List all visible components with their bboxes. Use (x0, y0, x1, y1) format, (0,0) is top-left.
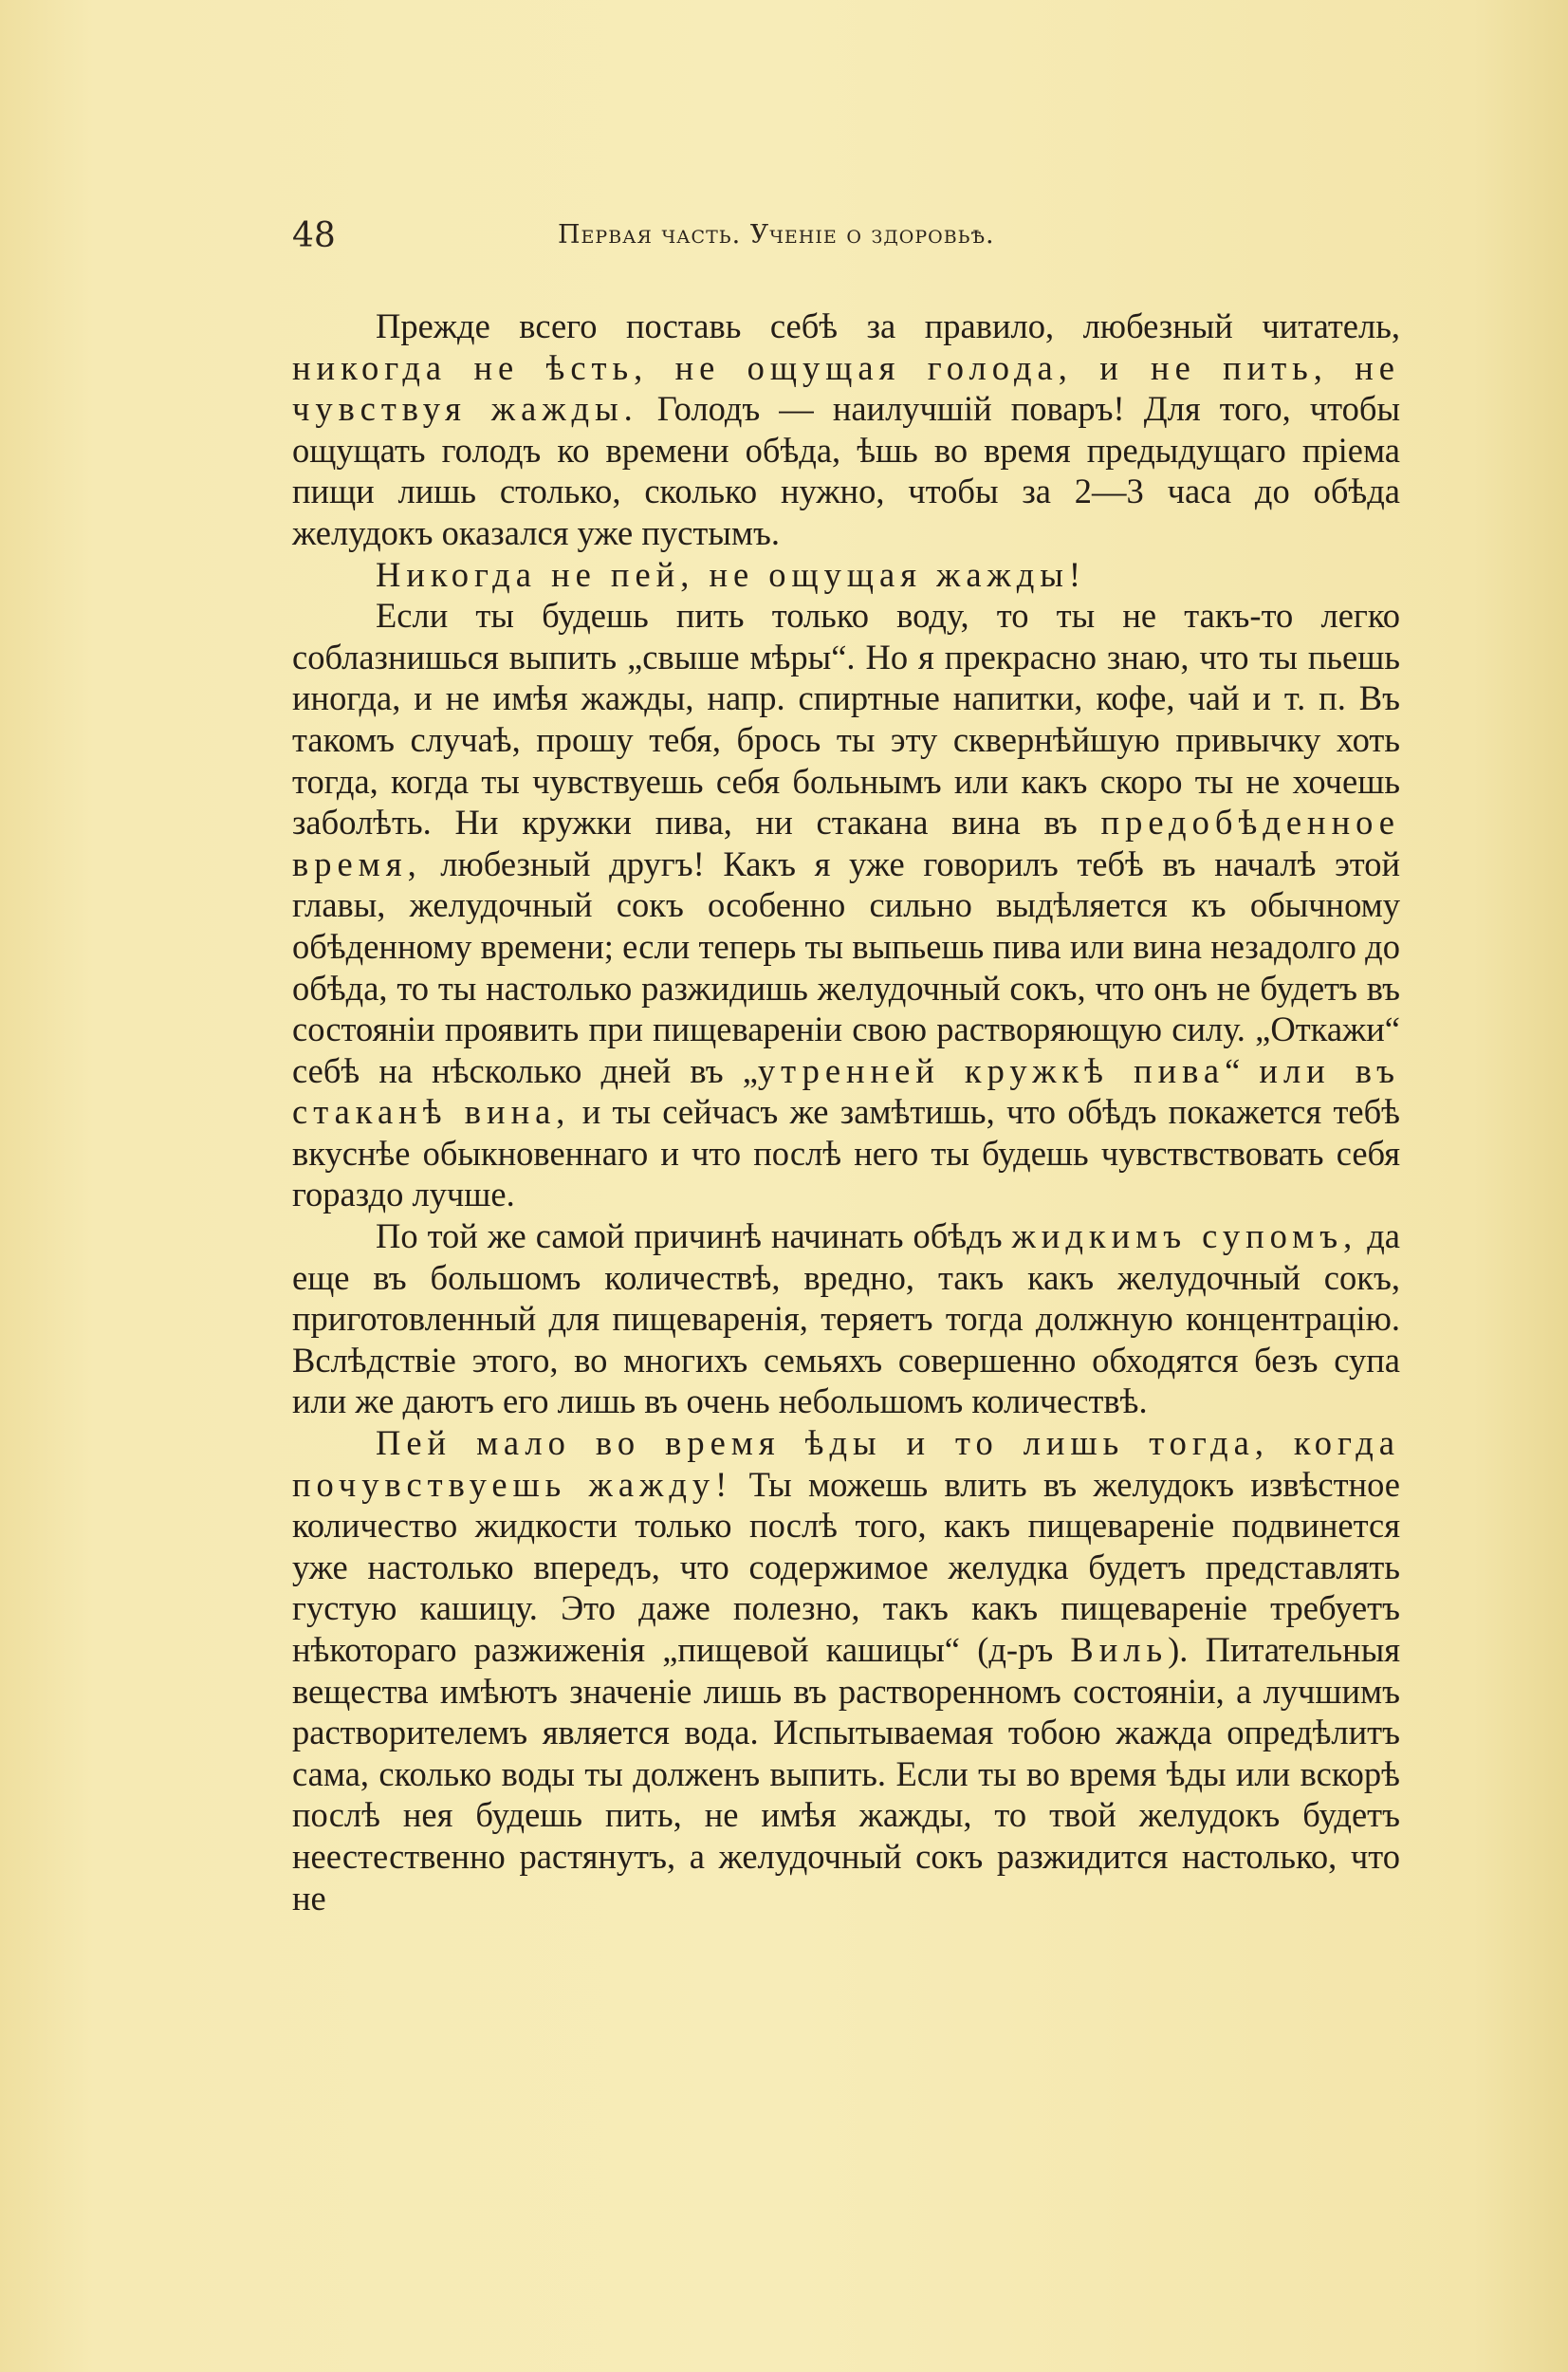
paragraph (292, 554, 1400, 596)
page-number: 48 (292, 216, 336, 255)
text-run: “ (1225, 1050, 1260, 1090)
body-text (292, 306, 1400, 1918)
emphasized-text: предобѣденное время, (292, 803, 1400, 883)
emphasized-text: никогда не ѣсть, не ощущая голода, и не пить, не чувствуя жажды. (292, 347, 1400, 429)
text-run: Прежде всего поставь себѣ за правило, любезный читатель, (376, 306, 1400, 345)
paragraph (292, 1422, 1400, 1918)
emphasized-text: Никогда не пей, не ощущая жажды! (376, 554, 1087, 594)
text-run: и ты сейчасъ же замѣтишь, что обѣдъ покажется тебѣ вкуснѣе обыкновеннаго и что послѣ него ты будешь чувствствовать себя гораздо лучше. (292, 1092, 1400, 1214)
emphasized-text: утренней кружкѣ пива (757, 1050, 1226, 1090)
text-run: Ты можешь влить въ желудокъ извѣстное количество жидкости только послѣ того, какъ пищевареніе подвинется уже настолько впередъ, что содержимое желудка будетъ представлять густую кашицу. Это даже полезно, такъ какъ пищевареніе требуетъ нѣкотораго разжиженія „пищевой кашицы“ (д-ръ (292, 1464, 1400, 1669)
emphasized-text: Виль (1070, 1630, 1169, 1669)
text-run: ). Питательныя вещества имѣютъ значеніе лишь въ растворенномъ состояніи, а лучшимъ растворителемъ является вода. Испытываемая тобою жажда опредѣлитъ сама, сколько воды ты долженъ выпить. Если ты во время ѣды или вскорѣ послѣ нея будешь пить, не имѣя жажды, то твой желудокъ будетъ неестественно растянутъ, а желудочный сокъ разжидится настолько, что не (292, 1630, 1401, 1918)
running-title: Первая часть. Ученіе о здоровьѣ. (558, 220, 995, 250)
text-run: любезный другъ! Какъ я уже говорилъ тебѣ въ началѣ этой главы, желудочный сокъ особенно сильно выдѣляется къ обычному обѣденному времени; если теперь ты выпьешь пива или вина незадолго до обѣда, то ты настолько разжидишь желудочный сокъ, что онъ не будетъ въ состояніи проявить при пищевареніи свою растворяющую силу. „Откажи“ себѣ на нѣсколько дней въ „ (292, 843, 1400, 1090)
text-run: По той же самой причинѣ начинать обѣдъ (376, 1216, 1012, 1256)
text-run: Голодъ — наилучшій поваръ! Для того, чтобы ощущать голодъ ко времени обѣда, ѣшь во время предыдущаго пріема пищи лишь столько, сколько нужно, чтобы за 2—3 часа до обѣда желудокъ оказался уже пустымъ. (292, 389, 1400, 552)
text-run: да еще въ большомъ количествѣ, вредно, такъ какъ желудочный сокъ, приготовленный для пищеваренія, теряетъ тогда должную концентрацію. Вслѣдствіе этого, во многихъ семьяхъ совершенно обходятся безъ супа или же даютъ его лишь въ очень небольшомъ количествѣ. (292, 1216, 1401, 1421)
paragraph (292, 595, 1400, 1215)
emphasized-text: жидкимъ супомъ, (1011, 1216, 1358, 1256)
text-run: Если ты будешь пить только воду, то ты не такъ-то легко соблазнишься выпить „свыше мѣры“. Но я прекрасно знаю, что ты пьешь иногда, и не имѣя жажды, напр. спиртные напитки, кофе, чай и т. п. Въ такомъ случаѣ, прошу тебя, брось ты эту сквернѣйшую привычку хоть тогда, когда ты чувствуешь себя больнымъ или какъ скоро ты не хочешь заболѣть. Ни кружки пива, ни стакана вина въ (292, 596, 1400, 843)
paragraph (292, 1215, 1400, 1422)
emphasized-text: Пей мало во время ѣды и то лишь тогда, когда почувствуешь жажду! (292, 1423, 1400, 1504)
page-header (292, 216, 1402, 264)
paragraph (292, 306, 1400, 554)
emphasized-text: или въ стаканѣ вина, (292, 1050, 1400, 1132)
